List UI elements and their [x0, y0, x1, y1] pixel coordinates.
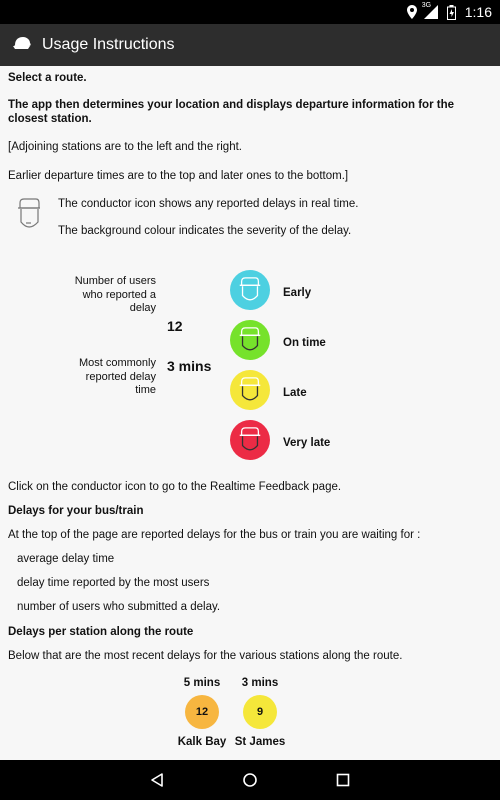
delay-legend [0, 266, 500, 476]
station-section-intro: Below that are the most recent delays for the various stations along the route. [8, 650, 403, 662]
bus-section-heading: Delays for your bus/train [8, 505, 144, 517]
users-count-value: 12 [167, 318, 183, 334]
station-name: Kalk Bay [177, 736, 227, 748]
instructions-content[interactable] [0, 66, 500, 760]
select-route-text: Select a route. [8, 72, 87, 84]
conductor-info-text: The conductor icon shows any reported delays in real time. [58, 198, 359, 210]
station-delay: 5 mins [183, 677, 221, 689]
conductor-cap-icon[interactable] [12, 36, 32, 55]
level-very-late: Very late [283, 437, 331, 449]
users-count-label: Number of users who reported a delay [74, 275, 156, 314]
determines-location-text: The app then determines your location and displays departure information for the closest station. [8, 99, 455, 125]
earlier-departures-text: Earlier departure times are to the top and later ones to the bottom.] [8, 170, 349, 182]
late-conductor-icon [230, 370, 270, 410]
bus-item-user-count: number of users who submitted a delay. [17, 601, 221, 613]
back-icon[interactable] [137, 765, 177, 795]
bus-item-average: average delay time [17, 553, 115, 565]
level-early: Early [283, 287, 312, 299]
location-icon [407, 5, 417, 19]
bus-item-most-users: delay time reported by the most users [17, 577, 210, 589]
signal-icon [421, 2, 440, 19]
on-time-conductor-icon [230, 320, 270, 360]
status-icons [407, 3, 492, 21]
station-count-badge[interactable]: 9 [243, 695, 277, 729]
delay-time-value: 3 mins [167, 358, 212, 374]
status-bar [0, 0, 500, 24]
delay-time-label: Most commonly reported delay time [78, 357, 156, 396]
conductor-icon [14, 196, 44, 241]
background-colour-text: The background colour indicates the severity of the delay. [58, 225, 352, 237]
status-time: 1:16 [464, 4, 492, 20]
nav-bar [0, 760, 500, 800]
level-on-time: On time [283, 337, 326, 349]
station-section-heading: Delays per station along the route [8, 626, 194, 638]
adjoining-stations-text: [Adjoining stations are to the left and the right. [8, 141, 242, 153]
station-count-badge[interactable]: 12 [185, 695, 219, 729]
battery-icon [447, 5, 456, 20]
app-bar [0, 24, 500, 66]
network-type: 3G [421, 2, 432, 9]
station-name: St James [234, 736, 286, 748]
feedback-text: Click on the conductor icon to go to the Realtime Feedback page. [8, 481, 342, 493]
page-title: Usage Instructions [42, 36, 175, 53]
level-late: Late [283, 387, 307, 399]
station-st-james[interactable] [220, 677, 300, 748]
recents-icon[interactable] [323, 765, 363, 795]
early-conductor-icon [230, 270, 270, 310]
home-icon[interactable] [230, 765, 270, 795]
station-delay: 3 mins [241, 677, 279, 689]
bus-section-intro: At the top of the page are reported delays for the bus or train you are waiting for : [8, 529, 421, 541]
very-late-conductor-icon [230, 420, 270, 460]
